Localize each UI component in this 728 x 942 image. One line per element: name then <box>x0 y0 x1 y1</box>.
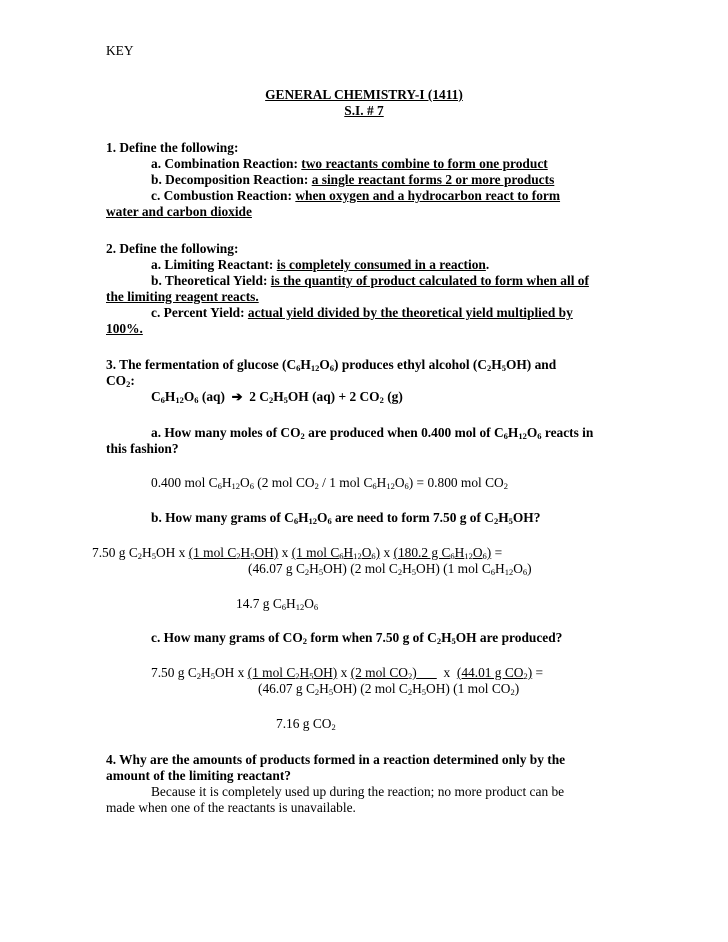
q1-b: b. Decomposition Reaction: a single reactant forms 2 or more products <box>151 172 555 187</box>
q3c-result: 7.16 g $CO_2$ <box>276 716 336 732</box>
q3-prompt-cont: $CO_2$: <box>106 373 135 389</box>
q3c-answer-denominators: (46.07 g $C_2H_5OH$) (2 mol $C_2H_5OH$) (1 mol $CO_2$) <box>258 681 520 697</box>
q4-answer-cont: made when one of the reactants is unavailable. <box>106 800 356 815</box>
q2-c-cont: 100%. <box>106 321 143 336</box>
q2-b: b. Theoretical Yield: is the quantity of product calculated to form when all of <box>151 273 589 288</box>
q3a-question: a. How many moles of $CO_2$ are produced when 0.400 mol of $C_6H_{12}O_6$ reacts in <box>151 425 594 441</box>
q3b-answer-numerators: 7.50 g $C_2H_5OH$ x (1 mol $C_2H_5OH$) x (1 mol $C_6H_{12}O_6$) x (180.2 g $C_6H_{12}O_6$) = <box>92 545 503 561</box>
q1-c: c. Combustion Reaction: when oxygen and a hydrocarbon react to form <box>151 188 561 203</box>
q3c-question: c. How many grams of $CO_2$ form when 7.50 g of $C_2H_5OH$ are produced? <box>151 630 563 646</box>
title-line-1: GENERAL CHEMISTRY-I (1411) <box>265 87 463 102</box>
q2-prompt: 2. Define the following: <box>106 241 239 256</box>
q3-prompt: 3. The fermentation of glucose $(C_6H_{12}O_6)$ produces ethyl alcohol $(C_2H_5OH)$ and <box>106 357 557 373</box>
reaction-arrow-icon: ➔ <box>231 389 243 404</box>
q1-prompt: 1. Define the following: <box>106 140 239 155</box>
q3b-answer-denominators: (46.07 g $C_2H_5OH$) (2 mol $C_2H_5OH$) (1 mol $C_6H_{12}O_6$) <box>248 561 532 577</box>
q2-a: a. Limiting Reactant: is completely consumed in a reaction. <box>151 257 490 272</box>
q3a-answer: 0.400 mol $C_6H_{12}O_6$ (2 mol $CO_2 / 1$ mol $C_6H_{12}O_6) = 0.800$ mol $CO_2$ <box>151 475 508 491</box>
q3-equation: $C_6H_{12}O_6$ (aq) ➔ 2 $C_2H_5OH$ (aq) + 2 $CO_2$ (g) <box>151 389 403 405</box>
q4-answer: Because it is completely used up during the reaction; no more product can be <box>151 784 565 799</box>
q3a-question-cont: this fashion? <box>106 441 179 456</box>
q3c-answer-numerators: 7.50 g $C_2H_5OH$ x (1 mol $C_2H_5OH$) x (2 mol $CO_2$) x (44.01 g $CO_2$) = <box>151 665 544 681</box>
q1-c-cont: water and carbon dioxide <box>106 204 252 219</box>
q3b-question: b. How many grams of $C_6H_{12}O_6$ are need to form 7.50 g of $C_2H_5OH$? <box>151 510 541 526</box>
q4-prompt-cont: amount of the limiting reactant? <box>106 768 291 783</box>
q1-a: a. Combination Reaction: two reactants combine to form one product <box>151 156 548 171</box>
title-line-2: S.I. # 7 <box>344 103 384 118</box>
q4-prompt: 4. Why are the amounts of products formed in a reaction determined only by the <box>106 752 566 767</box>
q2-b-cont: the limiting reagent reacts. <box>106 289 259 304</box>
q2-c: c. Percent Yield: actual yield divided by the theoretical yield multiplied by <box>151 305 573 320</box>
key-label: KEY <box>106 43 134 58</box>
q3b-result: 14.7 g $C_6H_{12}O_6$ <box>236 596 319 612</box>
